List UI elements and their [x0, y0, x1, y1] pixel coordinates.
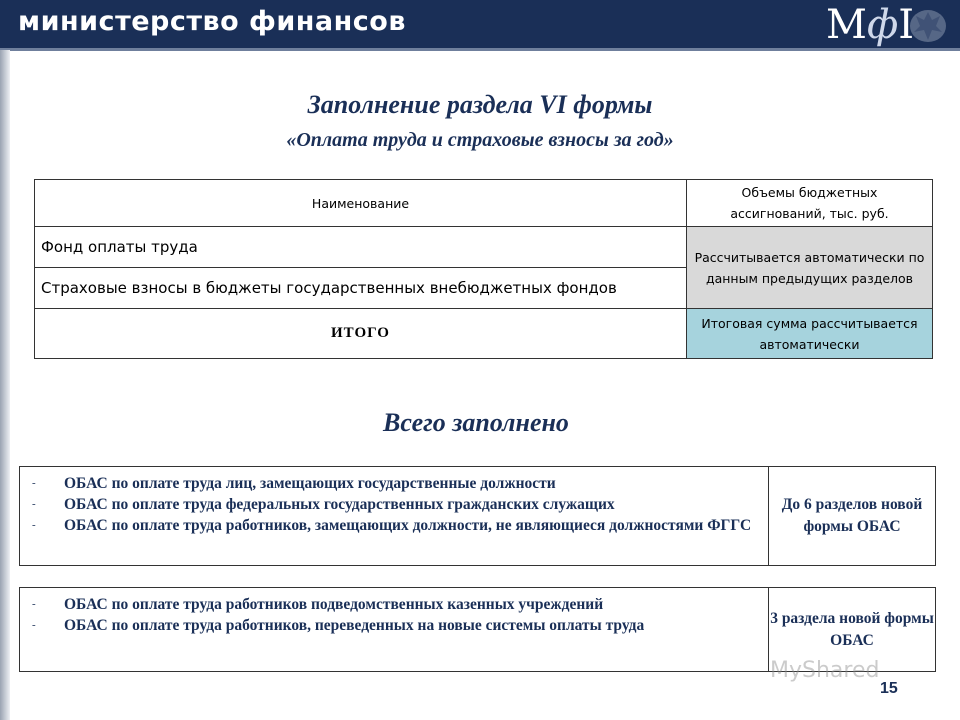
page-title: Заполнение раздела VI формы [307, 90, 653, 119]
eagle-emblem-icon [906, 6, 950, 44]
table-total-row [35, 309, 933, 359]
logo-bar: I [898, 2, 915, 48]
table-header-row [35, 180, 933, 227]
summary-box-2-result: 3 раздела новой формы ОБАС [770, 609, 934, 649]
row-label-payroll: Фонд оплаты труда [35, 227, 687, 268]
logo-m: М [826, 2, 867, 48]
dash-marker: - [32, 519, 36, 531]
summary-box-2-list [20, 588, 769, 671]
row-label-insurance: Страховые взносы в бюджеты государственных внебюджетных фондов [35, 268, 687, 309]
list-item-text: ОБАС по оплате труда работников подведомственных казенных учреждений [64, 596, 604, 613]
col-values-header: Объемы бюджетных ассигнований, тыс. руб. [687, 180, 933, 227]
ministry-name: министерство финансов [18, 6, 406, 37]
col-name-header: Наименование [35, 180, 687, 227]
dash-marker: - [32, 498, 36, 510]
list-item [26, 494, 768, 515]
page-subtitle: «Оплата труда и страховые взносы за год» [286, 129, 674, 151]
total-note-cell: Итоговая сумма рассчитывается автоматически [687, 309, 933, 359]
list-item-text: ОБАС по оплате труда работников, замещающих должности, не являющиеся должностями ФГГС [64, 517, 752, 534]
list-item [26, 515, 768, 536]
summary-box-1-list [20, 467, 769, 565]
list-item [26, 615, 768, 636]
summary-box-1 [19, 466, 936, 566]
logo-f: ф [866, 2, 899, 48]
mf-logo [826, 2, 914, 48]
list-item-text: ОБАС по оплате труда лиц, замещающих государственные должности [64, 475, 556, 492]
list-item-text: ОБАС по оплате труда работников, переведенных на новые системы оплаты труда [64, 617, 645, 634]
list-item-text: ОБАС по оплате труда федеральных государственных гражданских служащих [64, 496, 615, 513]
page-number: 15 [880, 680, 898, 697]
header-shade [0, 48, 960, 51]
section-table [34, 179, 933, 359]
summary-box-1-result: До 6 разделов новой формы ОБАС [781, 496, 923, 535]
dash-marker: - [32, 598, 36, 610]
dash-marker: - [32, 619, 36, 631]
watermark: MyShared [770, 658, 880, 683]
table-row [35, 227, 933, 268]
list-item [26, 473, 768, 494]
total-label: ИТОГО [35, 309, 687, 359]
list-item [26, 594, 768, 615]
summary-title: Всего заполнено [383, 408, 569, 437]
header-bar [0, 0, 960, 50]
dash-marker: - [32, 477, 36, 489]
auto-calc-cell: Рассчитывается автоматически по данным предыдущих разделов [687, 227, 933, 309]
